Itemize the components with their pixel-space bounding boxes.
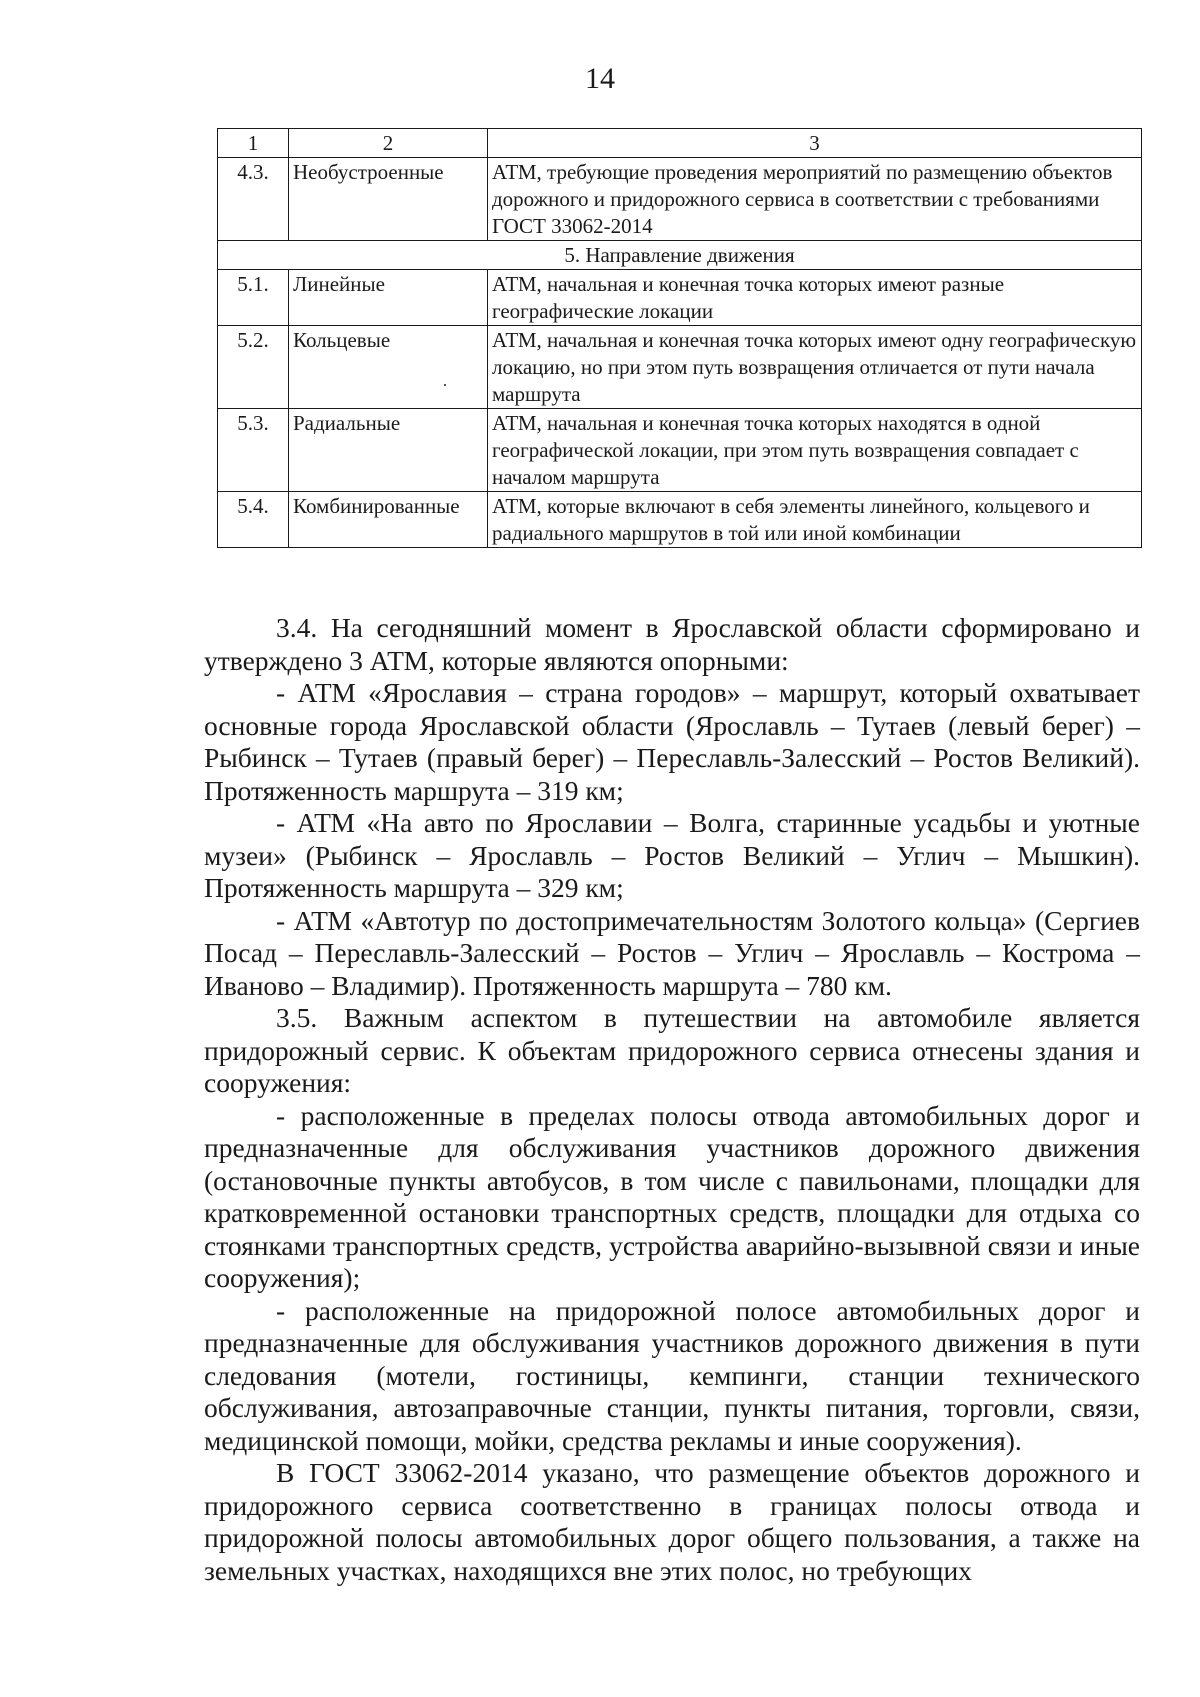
table-header-cell: 3 [488, 129, 1142, 158]
paragraph-gost: В ГОСТ 33062-2014 указано, что размещение объектов дорожного и придорожного сервиса соответственно в границах полосы отвода и придорожной полосы автомобильных дорог общего пользования, а также на земельных участках, находящихся вне этих полос, но требующих [204, 1457, 1140, 1586]
paragraph-service-2: - расположенные на придорожной полосе автомобильных дорог и предназначенные для обслуживания участников дорожного движения в пути следования (мотели, гостиницы, кемпинги, станции технического обслуживания, автозаправочные станции, пункты питания, торговли, связи, медицинской помощи, мойки, средства рекламы и иные сооружения). [204, 1294, 1140, 1456]
table-row [218, 326, 1142, 409]
classification-table [217, 128, 1142, 548]
table-row [218, 409, 1142, 492]
paragraph-3-5: 3.5. Важным аспектом в путешествии на автомобиле является придорожный сервис. К объектам придорожного сервиса отнесены здания и сооружения: [204, 1002, 1140, 1098]
row-type-cell: Необустроенные [289, 158, 488, 241]
row-number-cell: 5.1. [218, 270, 289, 326]
paragraph-route-2: - АТМ «На авто по Ярославии – Волга, старинные усадьбы и уютные музеи» (Рыбинск – Ярославль – Ростов Великий – Углич – Мышкин). Протяженность маршрута – 329 км; [204, 807, 1140, 903]
row-type-cell: Кольцевые [289, 326, 488, 409]
table-header-row [218, 129, 1142, 158]
table-row [218, 158, 1142, 241]
table-row [218, 492, 1142, 548]
row-number-cell: 5.2. [218, 326, 289, 409]
row-description-cell: АТМ, начальная и конечная точка которых находятся в одной географической локации, при этом путь возвращения совпадает с началом маршрута [488, 409, 1142, 492]
row-number-cell: 4.3. [218, 158, 289, 241]
page-number: 14 [585, 62, 615, 95]
table-section-row [218, 241, 1142, 270]
row-type-cell: Радиальные [289, 409, 488, 492]
table-header-cell: 1 [218, 129, 289, 158]
row-description-cell: АТМ, требующие проведения мероприятий по размещению объектов дорожного и придорожного сервиса в соответствии с требованиями ГОСТ 33062-2014 [488, 158, 1142, 241]
row-description-cell: АТМ, начальная и конечная точка которых имеют одну географическую локацию, но при этом путь возвращения отличается от пути начала маршрута [488, 326, 1142, 409]
table-header-cell: 2 [289, 129, 488, 158]
paragraph-service-1: - расположенные в пределах полосы отвода автомобильных дорог и предназначенные для обслуживания участников дорожного движения (остановочные пункты автобусов, в том числе с павильонами, площадки для кратковременной остановки транспортных средств, площадки для отдыха со стоянками транспортных средств, устройства аварийно-вызывной связи и иные сооружения); [204, 1099, 1140, 1293]
section-heading-cell: 5. Направление движения [218, 241, 1142, 270]
row-type-cell: Линейные [289, 270, 488, 326]
row-description-cell: АТМ, начальная и конечная точка которых имеют разные географические локации [488, 270, 1142, 326]
paragraph-route-1: - АТМ «Ярославия – страна городов» – маршрут, который охватывает основные города Ярославской области (Ярославль – Тутаев (левый берег) – Рыбинск – Тутаев (правый берег) – Переславль-Залесский – Ростов Великий). Протяженность маршрута – 319 км; [204, 677, 1140, 806]
paragraph-3-4: 3.4. На сегодняшний момент в Ярославской области сформировано и утверждено 3 АТМ, которые являются опорными: [204, 612, 1140, 676]
scan-speck [444, 384, 446, 386]
paragraph-route-3: - АТМ «Автотур по достопримечательностям Золотого кольца» (Сергиев Посад – Переславль-Залесский – Ростов – Углич – Ярославль – Кострома – Иваново – Владимир). Протяженность маршрута – 780 км. [204, 904, 1140, 1001]
row-type-cell: Комбинированные [289, 492, 488, 548]
table-row [218, 270, 1142, 326]
row-number-cell: 5.3. [218, 409, 289, 492]
body-text [204, 612, 1140, 1587]
row-description-cell: АТМ, которые включают в себя элементы линейного, кольцевого и радиального маршрутов в той или иной комбинации [488, 492, 1142, 548]
row-number-cell: 5.4. [218, 492, 289, 548]
